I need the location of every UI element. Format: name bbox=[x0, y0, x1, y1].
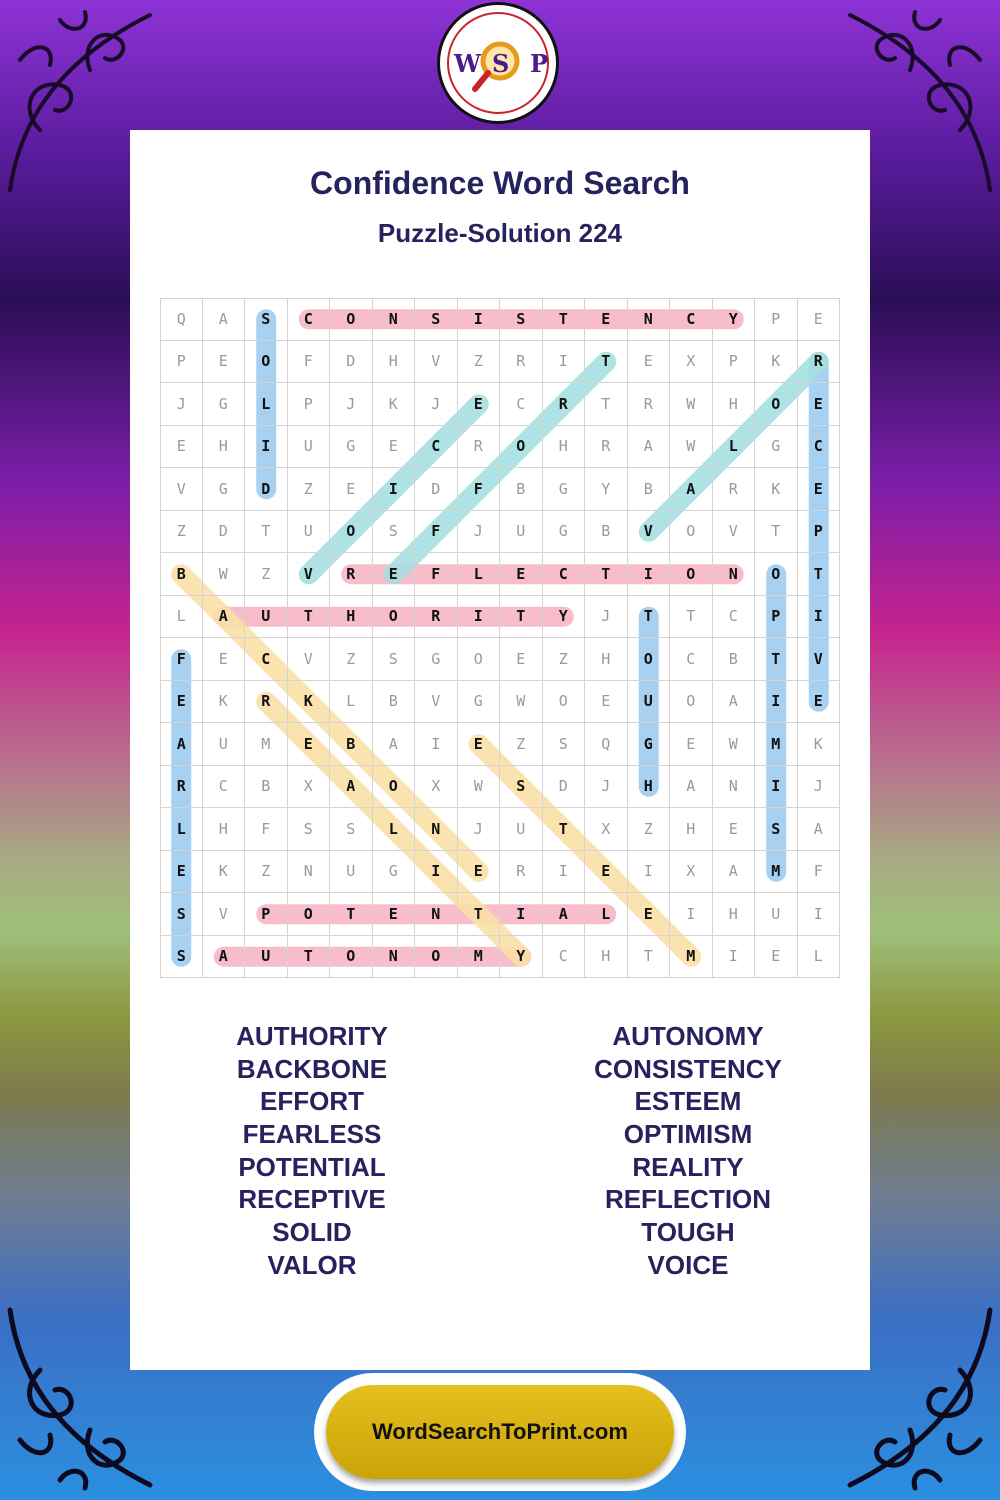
grid-cell: O bbox=[670, 681, 713, 724]
grid-cell: S bbox=[373, 511, 416, 554]
grid-cell: A bbox=[203, 298, 246, 341]
grid-cell: T bbox=[458, 893, 501, 936]
grid-cell: C bbox=[798, 426, 841, 469]
grid-cell: E bbox=[585, 681, 628, 724]
grid-cell: F bbox=[160, 638, 203, 681]
grid-cell: L bbox=[585, 893, 628, 936]
grid-cell: V bbox=[203, 893, 246, 936]
grid-cell: O bbox=[670, 511, 713, 554]
grid-cell: V bbox=[628, 511, 671, 554]
grid-cell: L bbox=[713, 426, 756, 469]
word-list-item: CONSISTENCY bbox=[594, 1053, 782, 1084]
grid-cell: U bbox=[245, 936, 288, 979]
grid-cell: T bbox=[330, 893, 373, 936]
grid-cell: C bbox=[670, 298, 713, 341]
grid-cell: O bbox=[628, 638, 671, 681]
grid-cell: Y bbox=[500, 936, 543, 979]
word-list-item: OPTIMISM bbox=[623, 1119, 753, 1150]
grid-cell: S bbox=[288, 808, 331, 851]
grid-cell: S bbox=[160, 893, 203, 936]
grid-cell: A bbox=[203, 596, 246, 639]
word-list-item: AUTHORITY bbox=[236, 1021, 388, 1051]
grid-cell: I bbox=[755, 766, 798, 809]
grid-cell: H bbox=[628, 766, 671, 809]
site-link[interactable]: WordSearchToPrint.com bbox=[326, 1385, 674, 1479]
grid-cell: K bbox=[373, 383, 416, 426]
grid-cell: R bbox=[543, 383, 586, 426]
grid-cell: R bbox=[500, 851, 543, 894]
grid-cell: W bbox=[500, 681, 543, 724]
grid-cell: R bbox=[458, 426, 501, 469]
grid-cell: T bbox=[245, 511, 288, 554]
grid-cell: G bbox=[543, 468, 586, 511]
grid-cell: I bbox=[415, 851, 458, 894]
grid-cell: B bbox=[245, 766, 288, 809]
grid-cell: R bbox=[245, 681, 288, 724]
grid-cell: P bbox=[755, 298, 798, 341]
grid-cell: Z bbox=[245, 851, 288, 894]
grid-cell: F bbox=[415, 553, 458, 596]
word-list-item: FEARLESS bbox=[242, 1119, 382, 1150]
grid-cell: I bbox=[713, 936, 756, 979]
grid-cell: C bbox=[543, 553, 586, 596]
grid-cell: I bbox=[458, 596, 501, 639]
grid-cell: O bbox=[288, 893, 331, 936]
grid-cell: S bbox=[415, 298, 458, 341]
grid-cell: L bbox=[160, 596, 203, 639]
grid-cell: E bbox=[628, 341, 671, 384]
word-list-item: REFLECTION bbox=[604, 1184, 772, 1215]
grid-cell: J bbox=[585, 766, 628, 809]
grid-cell: M bbox=[755, 851, 798, 894]
grid-cell: E bbox=[798, 383, 841, 426]
word-list-item: SOLID bbox=[272, 1217, 352, 1248]
grid-cell: M bbox=[245, 723, 288, 766]
word-list-left bbox=[162, 1020, 462, 1282]
grid-cell: X bbox=[670, 851, 713, 894]
grid-cell: J bbox=[585, 596, 628, 639]
grid-cell: S bbox=[160, 936, 203, 979]
grid-cell: J bbox=[458, 808, 501, 851]
word-list-item: VOICE bbox=[647, 1249, 729, 1280]
grid-cell: V bbox=[288, 638, 331, 681]
grid-cell: K bbox=[798, 723, 841, 766]
grid-cell: T bbox=[628, 936, 671, 979]
logo-letter-w: W bbox=[454, 49, 481, 78]
grid-cell: G bbox=[203, 468, 246, 511]
grid-cell: D bbox=[543, 766, 586, 809]
grid-cell: N bbox=[373, 298, 416, 341]
grid-cell: U bbox=[288, 426, 331, 469]
grid-cell: E bbox=[500, 638, 543, 681]
grid-cell: E bbox=[203, 341, 246, 384]
grid-cell: P bbox=[160, 341, 203, 384]
grid-cell: E bbox=[500, 553, 543, 596]
grid-cell: S bbox=[245, 298, 288, 341]
grid-cell: E bbox=[585, 298, 628, 341]
grid-cell: E bbox=[670, 723, 713, 766]
grid-cell: I bbox=[500, 893, 543, 936]
grid-cell: O bbox=[330, 936, 373, 979]
grid-cell: G bbox=[415, 638, 458, 681]
grid-cell: J bbox=[458, 511, 501, 554]
grid-cell: D bbox=[415, 468, 458, 511]
grid-cell: I bbox=[245, 426, 288, 469]
grid-cell: O bbox=[670, 553, 713, 596]
grid-cell: L bbox=[245, 383, 288, 426]
grid-cell: P bbox=[798, 511, 841, 554]
grid-cell: P bbox=[713, 341, 756, 384]
word-list-item: REALITY bbox=[632, 1151, 744, 1182]
grid-cell: Z bbox=[628, 808, 671, 851]
grid-cell: S bbox=[373, 638, 416, 681]
grid-cell: M bbox=[670, 936, 713, 979]
grid-cell: E bbox=[798, 468, 841, 511]
grid-cell: C bbox=[543, 936, 586, 979]
grid-cell: K bbox=[203, 851, 246, 894]
grid-cell: D bbox=[330, 341, 373, 384]
grid-cell: S bbox=[543, 723, 586, 766]
grid-cell: Z bbox=[160, 511, 203, 554]
grid-cell: X bbox=[585, 808, 628, 851]
grid-cell: H bbox=[585, 936, 628, 979]
grid-cell: C bbox=[288, 298, 331, 341]
grid-cell: E bbox=[160, 851, 203, 894]
grid-cell: V bbox=[713, 511, 756, 554]
grid-cell: I bbox=[628, 851, 671, 894]
grid-cell: T bbox=[585, 383, 628, 426]
letter-grid bbox=[160, 298, 840, 978]
grid-cell: E bbox=[628, 893, 671, 936]
grid-cell: I bbox=[798, 893, 841, 936]
grid-cell: G bbox=[458, 681, 501, 724]
logo-letter-s: S bbox=[492, 49, 510, 78]
grid-cell: L bbox=[160, 808, 203, 851]
grid-cell: E bbox=[373, 893, 416, 936]
grid-cell: V bbox=[160, 468, 203, 511]
grid-cell: G bbox=[628, 723, 671, 766]
grid-cell: U bbox=[288, 511, 331, 554]
grid-cell: F bbox=[415, 511, 458, 554]
grid-cell: U bbox=[500, 808, 543, 851]
grid-cell: T bbox=[670, 596, 713, 639]
grid-cell: A bbox=[713, 681, 756, 724]
grid-cell: C bbox=[713, 596, 756, 639]
grid-cell: L bbox=[798, 936, 841, 979]
grid-cell: G bbox=[755, 426, 798, 469]
grid-cell: E bbox=[585, 851, 628, 894]
grid-cell: H bbox=[713, 383, 756, 426]
grid-cell: U bbox=[628, 681, 671, 724]
grid-cell: D bbox=[245, 468, 288, 511]
grid-cell: E bbox=[458, 383, 501, 426]
grid-cell: Z bbox=[500, 723, 543, 766]
grid-cell: F bbox=[245, 808, 288, 851]
grid-cell: W bbox=[670, 426, 713, 469]
grid-cell: A bbox=[670, 468, 713, 511]
grid-cell: O bbox=[755, 553, 798, 596]
word-list-item: EFFORT bbox=[260, 1086, 364, 1117]
grid-cell: B bbox=[628, 468, 671, 511]
grid-cell: W bbox=[670, 383, 713, 426]
grid-cell: I bbox=[543, 851, 586, 894]
grid-cell: C bbox=[500, 383, 543, 426]
grid-cell: A bbox=[713, 851, 756, 894]
grid-cell: H bbox=[713, 893, 756, 936]
grid-cell: E bbox=[203, 638, 246, 681]
grid-cell: G bbox=[203, 383, 246, 426]
grid-cell: E bbox=[160, 426, 203, 469]
grid-cell: K bbox=[288, 681, 331, 724]
grid-cell: O bbox=[373, 766, 416, 809]
footer-banner bbox=[314, 1373, 686, 1491]
grid-cell: O bbox=[415, 936, 458, 979]
page-subtitle: Puzzle-Solution 224 bbox=[377, 218, 623, 248]
grid-cell: T bbox=[288, 596, 331, 639]
grid-cell: Y bbox=[713, 298, 756, 341]
word-list-item: BACKBONE bbox=[236, 1053, 388, 1084]
grid-cell: P bbox=[288, 383, 331, 426]
grid-cell: R bbox=[500, 341, 543, 384]
grid-cell: I bbox=[798, 596, 841, 639]
word-list-item: TOUGH bbox=[641, 1217, 735, 1248]
grid-cell: A bbox=[543, 893, 586, 936]
grid-cell: Z bbox=[458, 341, 501, 384]
grid-cell: S bbox=[330, 808, 373, 851]
grid-cell: H bbox=[543, 426, 586, 469]
grid-cell: T bbox=[543, 298, 586, 341]
grid-cell: C bbox=[203, 766, 246, 809]
grid-cell: E bbox=[373, 553, 416, 596]
grid-cell: R bbox=[798, 341, 841, 384]
grid-cell: L bbox=[373, 808, 416, 851]
grid-cell: N bbox=[415, 808, 458, 851]
grid-cell: N bbox=[713, 766, 756, 809]
word-list-item: VALOR bbox=[267, 1249, 357, 1280]
grid-cell: Z bbox=[245, 553, 288, 596]
word-list-item: ESTEEM bbox=[634, 1086, 742, 1117]
grid-cell: U bbox=[245, 596, 288, 639]
grid-cell: E bbox=[458, 851, 501, 894]
grid-cell: T bbox=[798, 553, 841, 596]
grid-cell: Y bbox=[543, 596, 586, 639]
grid-cell: J bbox=[330, 383, 373, 426]
grid-cell: A bbox=[373, 723, 416, 766]
grid-cell: I bbox=[755, 681, 798, 724]
grid-cell: B bbox=[373, 681, 416, 724]
grid-cell: T bbox=[585, 341, 628, 384]
grid-cell: R bbox=[330, 553, 373, 596]
grid-cell: K bbox=[203, 681, 246, 724]
grid-cell: N bbox=[288, 851, 331, 894]
grid-cell: I bbox=[543, 341, 586, 384]
grid-cell: A bbox=[160, 723, 203, 766]
grid-cell: D bbox=[203, 511, 246, 554]
logo-letter-p: P bbox=[530, 49, 549, 78]
grid-cell: I bbox=[628, 553, 671, 596]
grid-cell: B bbox=[330, 723, 373, 766]
grid-cell: K bbox=[755, 468, 798, 511]
grid-cell: A bbox=[670, 766, 713, 809]
grid-cell: U bbox=[755, 893, 798, 936]
grid-cell: V bbox=[798, 638, 841, 681]
grid-cell: O bbox=[755, 383, 798, 426]
grid-cell: I bbox=[415, 723, 458, 766]
grid-cell: P bbox=[245, 893, 288, 936]
grid-cell: X bbox=[415, 766, 458, 809]
grid-cell: S bbox=[500, 298, 543, 341]
grid-cell: V bbox=[288, 553, 331, 596]
grid-cell: Y bbox=[585, 468, 628, 511]
grid-cell: C bbox=[415, 426, 458, 469]
grid-cell: E bbox=[330, 468, 373, 511]
grid-cell: X bbox=[288, 766, 331, 809]
grid-cell: E bbox=[798, 298, 841, 341]
grid-cell: A bbox=[330, 766, 373, 809]
grid-cell: Z bbox=[543, 638, 586, 681]
grid-cell: O bbox=[330, 511, 373, 554]
grid-cell: R bbox=[415, 596, 458, 639]
grid-cell: T bbox=[755, 511, 798, 554]
grid-cell: M bbox=[458, 936, 501, 979]
grid-cell: U bbox=[203, 723, 246, 766]
grid-cell: W bbox=[203, 553, 246, 596]
grid-cell: G bbox=[543, 511, 586, 554]
grid-cell: Q bbox=[160, 298, 203, 341]
grid-cell: H bbox=[585, 638, 628, 681]
wsp-logo bbox=[437, 2, 559, 124]
grid-cell: N bbox=[415, 893, 458, 936]
grid-cell: N bbox=[628, 298, 671, 341]
grid-cell: Q bbox=[585, 723, 628, 766]
grid-cell: A bbox=[628, 426, 671, 469]
grid-cell: B bbox=[500, 468, 543, 511]
grid-cell: R bbox=[628, 383, 671, 426]
grid-cell: O bbox=[245, 341, 288, 384]
grid-cell: R bbox=[585, 426, 628, 469]
grid-cell: H bbox=[203, 426, 246, 469]
word-list-item: POTENTIAL bbox=[238, 1151, 386, 1182]
grid-cell: Z bbox=[288, 468, 331, 511]
grid-cell: T bbox=[543, 808, 586, 851]
grid-cell: J bbox=[798, 766, 841, 809]
grid-cell: B bbox=[160, 553, 203, 596]
grid-cell: O bbox=[500, 426, 543, 469]
grid-cell: L bbox=[458, 553, 501, 596]
grid-cell: J bbox=[415, 383, 458, 426]
grid-cell: I bbox=[458, 298, 501, 341]
grid-cell: F bbox=[288, 341, 331, 384]
grid-cell: O bbox=[330, 298, 373, 341]
grid-cell: S bbox=[500, 766, 543, 809]
word-list-item: RECEPTIVE bbox=[238, 1184, 386, 1215]
grid-cell: S bbox=[755, 808, 798, 851]
grid-cell: E bbox=[798, 681, 841, 724]
grid-cell: O bbox=[543, 681, 586, 724]
grid-cell: C bbox=[670, 638, 713, 681]
grid-cell: T bbox=[628, 596, 671, 639]
grid-cell: T bbox=[755, 638, 798, 681]
grid-cell: F bbox=[458, 468, 501, 511]
grid-cell: W bbox=[458, 766, 501, 809]
grid-cell: E bbox=[160, 681, 203, 724]
grid-cell: I bbox=[373, 468, 416, 511]
grid-cell: E bbox=[755, 936, 798, 979]
grid-cell: H bbox=[203, 808, 246, 851]
grid-cell: B bbox=[713, 638, 756, 681]
grid-cell: E bbox=[458, 723, 501, 766]
grid-cell: H bbox=[330, 596, 373, 639]
grid-cell: E bbox=[288, 723, 331, 766]
grid-cell: H bbox=[670, 808, 713, 851]
grid-cell: J bbox=[160, 383, 203, 426]
grid-cell: N bbox=[713, 553, 756, 596]
grid-cell: A bbox=[203, 936, 246, 979]
grid-cell: T bbox=[288, 936, 331, 979]
grid-cell: P bbox=[755, 596, 798, 639]
grid-cell: L bbox=[330, 681, 373, 724]
grid-cell: I bbox=[670, 893, 713, 936]
page-title: Confidence Word Search bbox=[310, 165, 690, 201]
grid-cell: O bbox=[458, 638, 501, 681]
grid-cell: A bbox=[798, 808, 841, 851]
grid-cell: Z bbox=[330, 638, 373, 681]
grid-cell: R bbox=[713, 468, 756, 511]
grid-cell: X bbox=[670, 341, 713, 384]
grid-cell: V bbox=[415, 341, 458, 384]
grid-cell: H bbox=[373, 341, 416, 384]
grid-cell: M bbox=[755, 723, 798, 766]
grid-cell: W bbox=[713, 723, 756, 766]
word-search-board bbox=[160, 298, 840, 978]
grid-cell: E bbox=[373, 426, 416, 469]
grid-cell: N bbox=[373, 936, 416, 979]
grid-cell: T bbox=[585, 553, 628, 596]
word-list-item: AUTONOMY bbox=[612, 1021, 764, 1051]
grid-cell: G bbox=[330, 426, 373, 469]
grid-cell: B bbox=[585, 511, 628, 554]
grid-cell: O bbox=[373, 596, 416, 639]
grid-cell: E bbox=[713, 808, 756, 851]
word-list-right bbox=[538, 1020, 838, 1282]
grid-cell: K bbox=[755, 341, 798, 384]
grid-cell: U bbox=[500, 511, 543, 554]
grid-cell: T bbox=[500, 596, 543, 639]
grid-cell: F bbox=[798, 851, 841, 894]
grid-cell: V bbox=[415, 681, 458, 724]
grid-cell: R bbox=[160, 766, 203, 809]
grid-cell: C bbox=[245, 638, 288, 681]
grid-cell: G bbox=[373, 851, 416, 894]
grid-cell: U bbox=[330, 851, 373, 894]
